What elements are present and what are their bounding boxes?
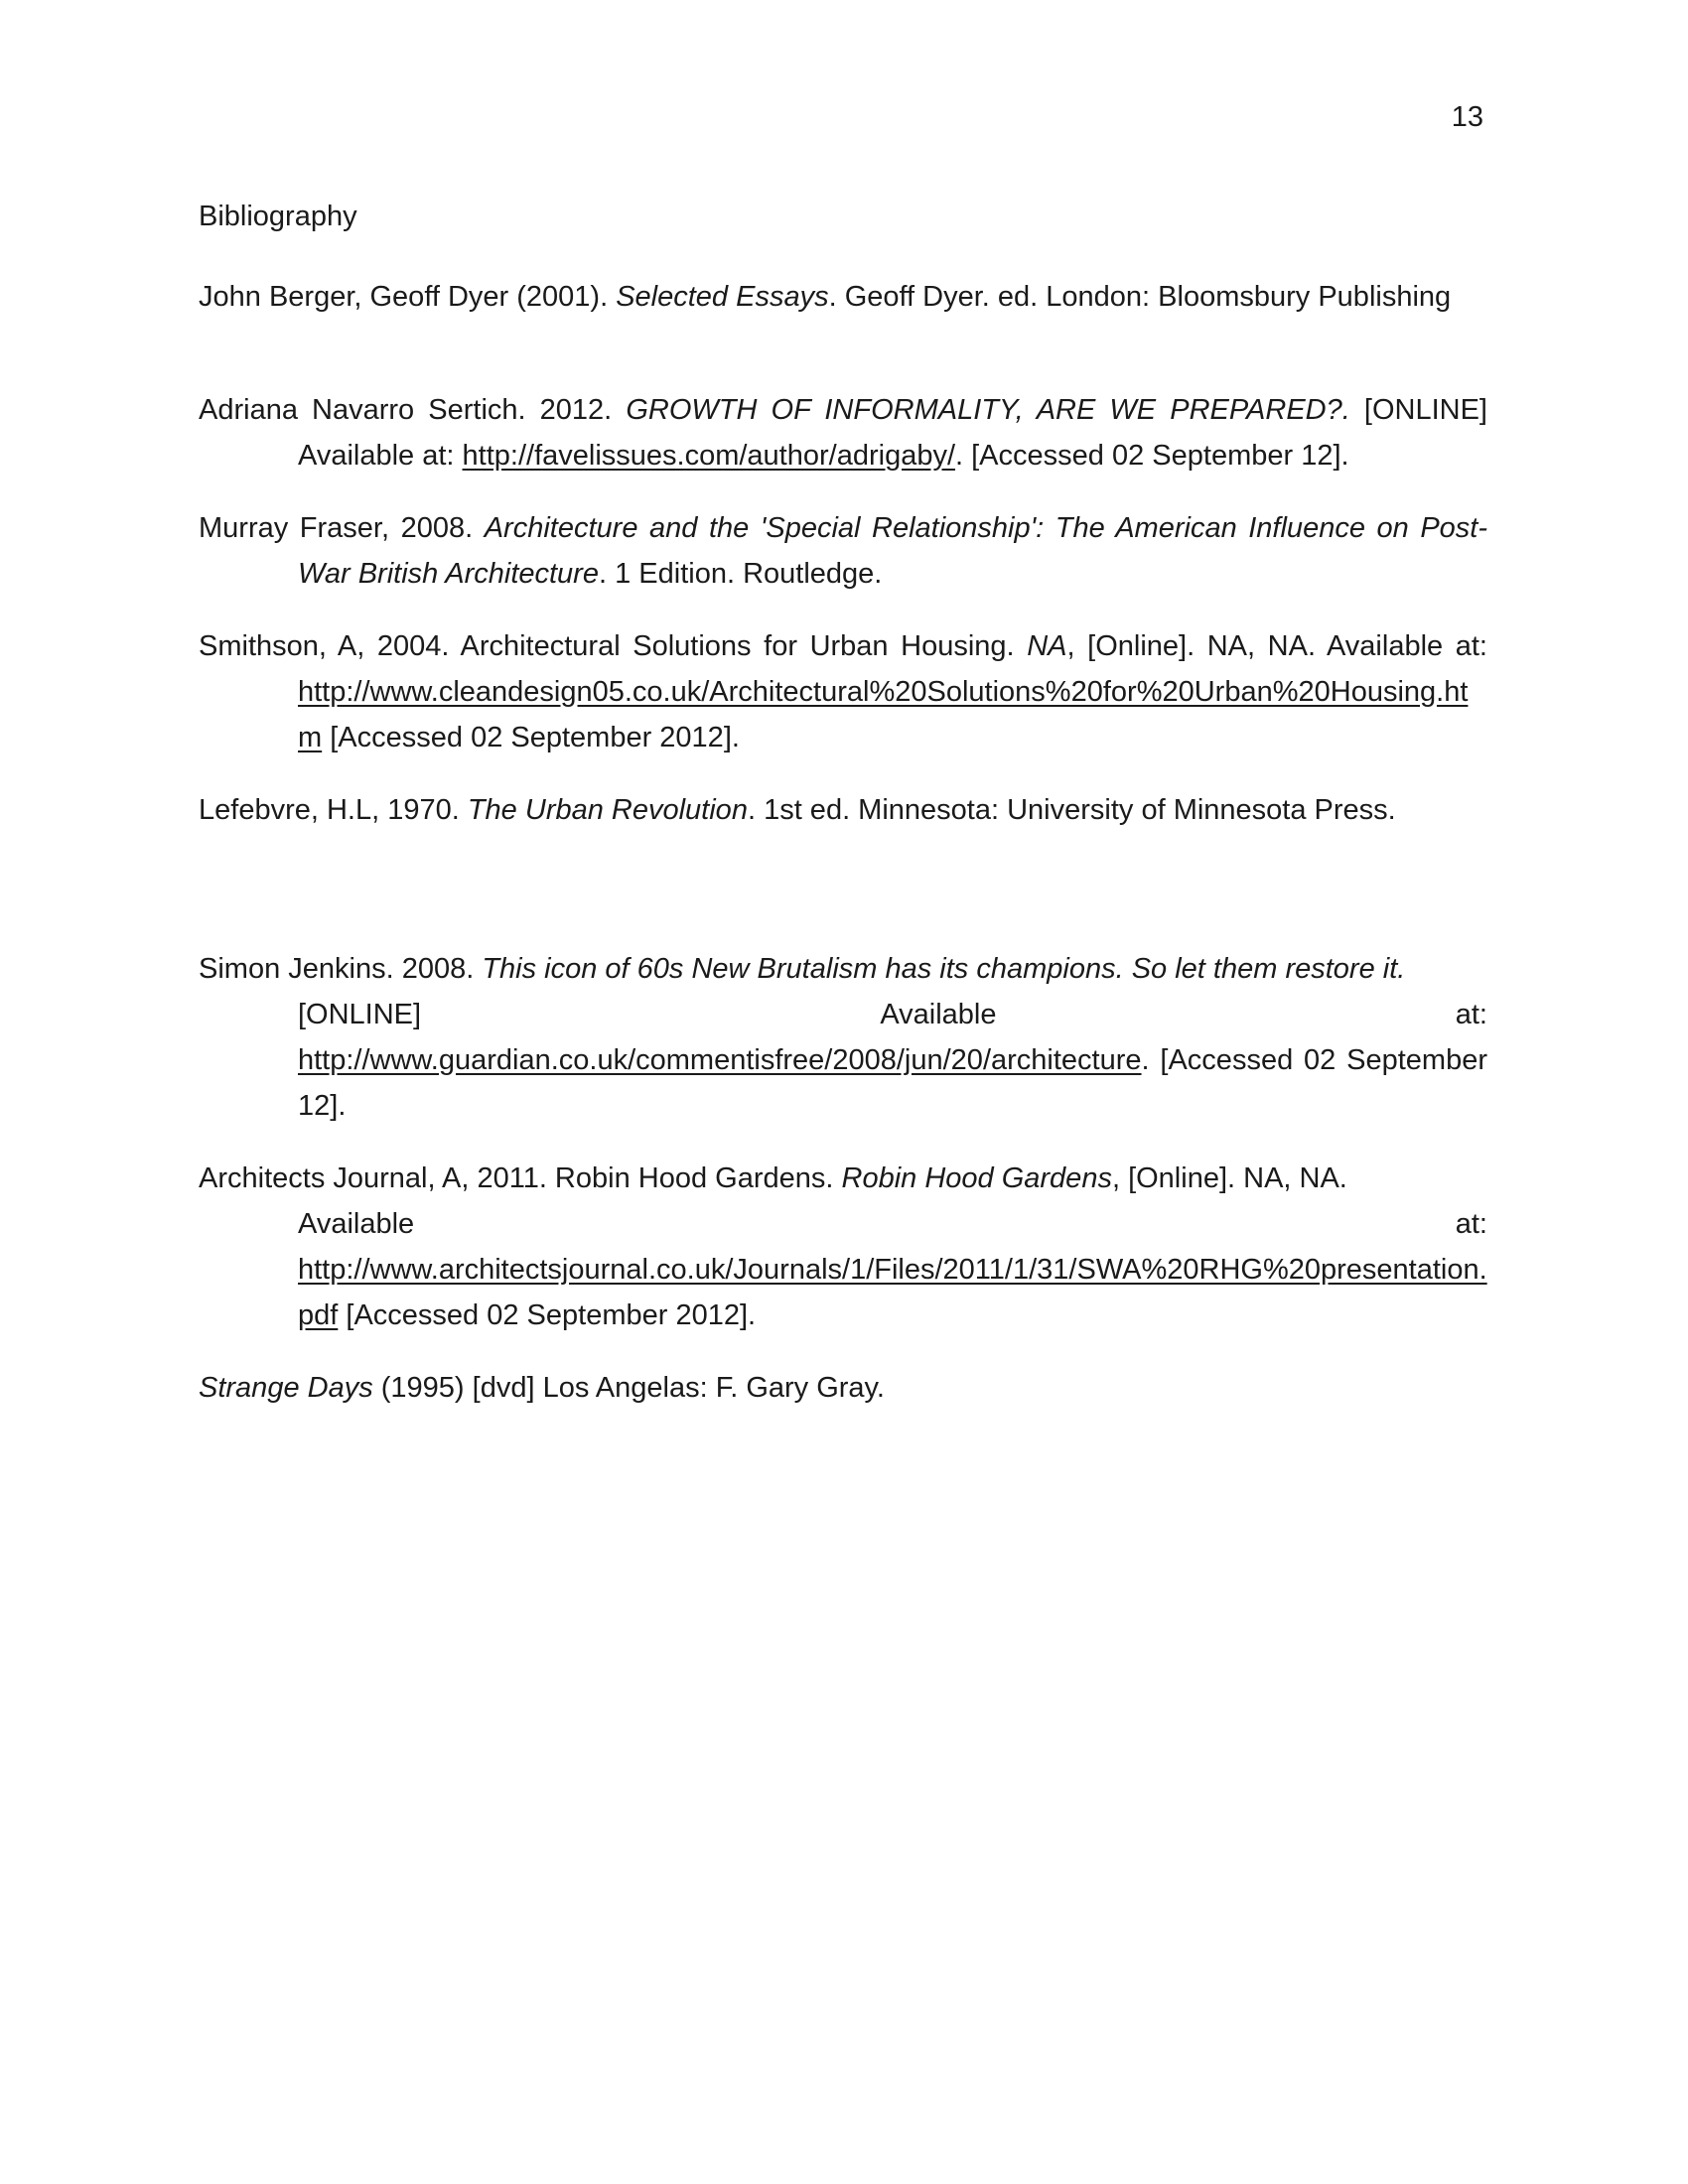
bib-entry-jenkins xyxy=(199,946,1487,1129)
entry-at: at: xyxy=(1455,1208,1487,1240)
entry-source: [ONLINE] Available at: xyxy=(298,394,1487,472)
entry-accessed: [Accessed 02 September 2012]. xyxy=(322,722,740,753)
entry-author: Lefebvre, H.L, 1970. xyxy=(199,794,468,826)
bib-entry-strange-days xyxy=(199,1365,1487,1411)
entry-availability-line xyxy=(298,992,1487,1037)
entry-publisher: . Geoff Dyer. ed. London: Bloomsbury Publishing xyxy=(828,281,1452,313)
entry-title: GROWTH OF INFORMALITY, ARE WE PREPARED?. xyxy=(626,394,1350,426)
entry-author: Simon Jenkins. 2008. xyxy=(199,953,483,985)
entry-link[interactable]: http://www.guardian.co.uk/commentisfree/2008/jun/20/architecture xyxy=(298,1044,1142,1076)
entry-available: Available xyxy=(298,1208,415,1240)
bib-entry-smithson xyxy=(199,623,1487,760)
entry-title: Strange Days xyxy=(199,1372,373,1404)
entry-title: Selected Essays xyxy=(616,281,829,313)
entry-link[interactable]: http://www.cleandesign05.co.uk/Architectural%20Solutions%20for%20Urban%20Housing.htm xyxy=(298,676,1469,753)
entry-online: [ONLINE] xyxy=(298,999,422,1030)
entry-title: The Urban Revolution xyxy=(467,794,748,826)
entry-link[interactable]: http://www.architectsjournal.co.uk/Journals/1/Files/2011/1/31/SWA%20RHG%20presentation.pdf xyxy=(298,1254,1487,1331)
entry-author: Adriana Navarro Sertich. 2012. xyxy=(199,394,627,426)
entry-source: , [Online]. NA, NA. Available at: xyxy=(1066,630,1487,662)
entry-title: Architecture and the 'Special Relationship': The American Influence on Post-War British Architecture xyxy=(298,512,1488,590)
bib-entry-fraser xyxy=(199,505,1487,597)
entry-author: Murray Fraser, 2008. xyxy=(199,512,485,544)
entry-journal: NA xyxy=(1027,630,1067,662)
page-number: 13 xyxy=(1451,101,1483,133)
entry-source: , [Online]. NA, NA. xyxy=(1111,1162,1347,1194)
entry-author: Smithson, A, 2004. Architectural Solutions for Urban Housing. xyxy=(199,630,1028,662)
bib-entry-architects-journal xyxy=(199,1156,1487,1338)
bibliography-list xyxy=(199,274,1487,1411)
bibliography-heading: Bibliography xyxy=(199,201,357,232)
entry-link[interactable]: http://favelissues.com/author/adrigaby/ xyxy=(462,440,956,472)
entry-journal: Robin Hood Gardens xyxy=(841,1162,1112,1194)
entry-author: John Berger, Geoff Dyer (2001). xyxy=(199,281,617,313)
entry-author: Architects Journal, A, 2011. Robin Hood Gardens. xyxy=(199,1162,842,1194)
bib-entry-berger xyxy=(199,274,1487,320)
entry-at: at: xyxy=(1455,999,1487,1030)
entry-accessed: . [Accessed 02 September 12]. xyxy=(298,1044,1487,1122)
entry-accessed: [Accessed 02 September 2012]. xyxy=(338,1299,757,1331)
entry-title: This icon of 60s New Brutalism has its champions. So let them restore it. xyxy=(482,953,1406,985)
bib-entry-lefebvre xyxy=(199,787,1487,833)
entry-availability-line xyxy=(298,1201,1487,1247)
entry-publisher: . 1st ed. Minnesota: University of Minnesota Press. xyxy=(747,794,1396,826)
bib-entry-sertich xyxy=(199,387,1487,478)
entry-available: Available xyxy=(880,999,997,1030)
entry-publisher: . 1 Edition. Routledge. xyxy=(598,558,883,590)
entry-accessed: . [Accessed 02 September 12]. xyxy=(955,440,1349,472)
entry-details: (1995) [dvd] Los Angelas: F. Gary Gray. xyxy=(372,1372,885,1404)
